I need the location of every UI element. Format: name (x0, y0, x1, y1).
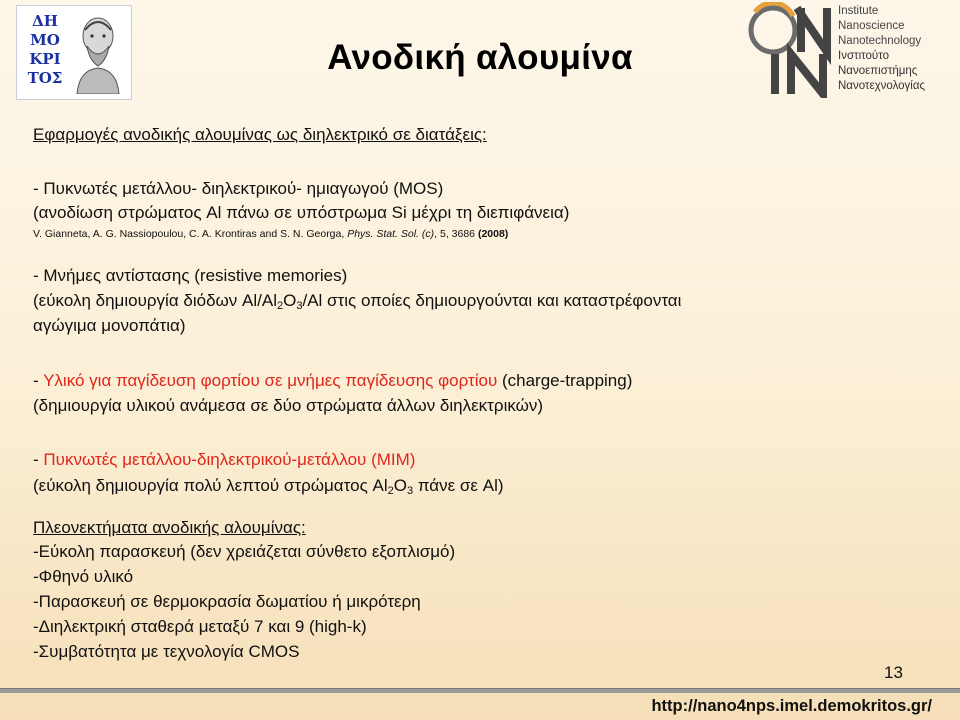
reference-authors: V. Gianneta, A. G. Nassiopoulou, C. A. Krontiras and S. N. Georga, (33, 228, 348, 240)
mim-highlight: Πυκνωτές μετάλλου-διηλεκτρικού-μετάλλου (MIM) (43, 450, 416, 469)
mim-capacitor-desc: (εύκολη δημιουργία πολύ λεπτού στρώματος $Al_2O_3$ πάνε σε Al) (33, 476, 504, 497)
mim-capacitor-title: - Πυκνωτές μετάλλου-διηλεκτρικού-μετάλλου (MIM) (33, 450, 416, 469)
advantage-item: -Διηλεκτρική σταθερά μεταξύ 7 και 9 (high-k) (33, 617, 367, 636)
charge-trapping-highlight: Υλικό για παγίδευση φορτίου σε μνήμες παγίδευσης φορτίου (43, 371, 498, 390)
institute-name: Institute Nanoscience Nanotechnology Ινστιτούτο Νανοεπιστήμης Νανοτεχνολογίας (838, 5, 926, 92)
applications-heading: Εφαρμογές ανοδικής αλουμίνας ως διηλεκτρικό σε διατάξεις: (33, 125, 487, 144)
reference-pages: , 5, 3686 (434, 228, 478, 240)
advantage-item: -Εύκολη παρασκευή (δεν χρειάζεται σύνθετο εξοπλισμό) (33, 542, 456, 561)
reference-journal: Phys. Stat. Sol. (c) (347, 228, 435, 240)
slide-title: Ανοδική αλουμίνα (327, 38, 633, 77)
resistive-memory-desc: (εύκολη δημιουργία διόδων $Al/Al_2O_3/Al$ στις οποίες δημιουργούνται και καταστρέφονται (33, 291, 682, 312)
inn-institute-logo (735, 2, 960, 98)
mos-reference (33, 224, 508, 245)
advantage-item: -Φθηνό υλικό (33, 567, 134, 586)
inn-logo-icon (735, 2, 835, 98)
page-number: 13 (884, 663, 903, 682)
resistive-memory-desc-line2: αγώγιμα μονοπάτια) (33, 316, 186, 335)
charge-trapping-desc: (δημιουργία υλικού ανάμεσα σε δύο στρώματα άλλων διηλεκτρικών) (33, 396, 544, 415)
charge-trapping-title: - Υλικό για παγίδευση φορτίου σε μνήμες παγίδευσης φορτίου (charge-trapping) (33, 371, 633, 390)
resistive-memory-title: - Μνήμες αντίστασης (resistive memories) (33, 266, 348, 285)
advantage-item: -Συμβατότητα με τεχνολογία CMOS (33, 642, 300, 661)
mos-capacitor-title: - Πυκνωτές μετάλλου- διηλεκτρικού- ημιαγωγού (MOS) (33, 179, 444, 198)
reference-year: (2008) (477, 228, 509, 240)
slide-header (0, 0, 960, 108)
advantages-heading: Πλεονεκτήματα ανοδικής αλουμίνας: (33, 518, 306, 537)
footer-url-link[interactable]: http://nano4nps.imel.demokritos.gr/ (651, 697, 932, 715)
advantage-item: -Παρασκευή σε θερμοκρασία δωματίου ή μικρότερη (33, 592, 421, 611)
mos-capacitor-desc: (ανοδίωση στρώματος Al πάνω σε υπόστρωμα Si μέχρι τη διεπιφάνεια) (33, 203, 570, 222)
footer-divider (0, 688, 960, 693)
demokritos-logo-text: ΔΗ ΜΟ ΚΡΙ ΤΟΣ (27, 12, 63, 87)
